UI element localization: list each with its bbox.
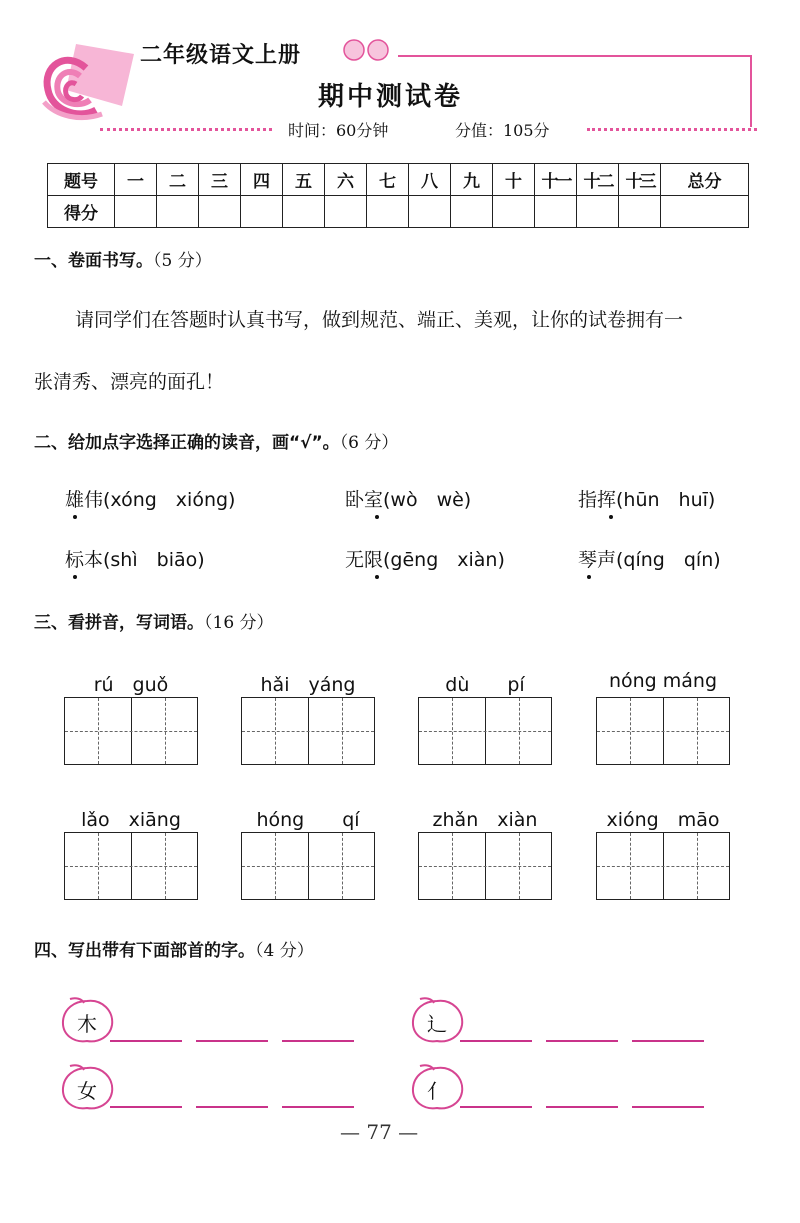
section-1-text-line1: 请同学们在答题时认真书写，做到规范、端正、美观，让你的试卷拥有一 [75,309,684,331]
section-2-points: （6 分） [339,433,399,453]
writing-grid[interactable] [64,832,198,900]
section-3-title [34,608,274,633]
score-table-cell: 八 [409,164,451,196]
score-input-cell[interactable] [325,196,367,228]
reading-item[interactable]: 无限(gēng xiàn) [345,549,505,571]
section-2-heading: 二、给加点字选择正确的读音，画“√”。 [34,433,340,453]
answer-blank[interactable] [632,1040,704,1042]
score-table-cell: 六 [325,164,367,196]
pinyin-label: hóng qí [256,809,360,831]
reading-item[interactable]: 琴声(qíng qín) [578,549,721,571]
score-table [47,163,749,228]
score-table-cell: 得分 [48,196,115,228]
exam-time: 时间：60分钟 [288,121,389,140]
section-1-heading: 一、卷面书写。 [34,251,153,271]
score-input-cell[interactable] [409,196,451,228]
radical-char: 女 [77,1079,97,1103]
answer-blank[interactable] [632,1106,704,1108]
pinyin-label: xióng māo [606,809,720,831]
score-input-cell[interactable] [493,196,535,228]
score-table-cell: 十二 [577,164,619,196]
score-input-cell[interactable] [577,196,619,228]
score-table-cell: 十一 [535,164,577,196]
answer-blank[interactable] [196,1106,268,1108]
radical-char: 辶 [427,1012,447,1036]
page-number: — 77 — [340,1120,419,1144]
score-table-cell: 四 [241,164,283,196]
score-table-cell: 九 [451,164,493,196]
score-input-cell[interactable] [535,196,577,228]
score-table-cell: 三 [199,164,241,196]
score-table-score-row [48,196,749,228]
score-table-cell: 二 [157,164,199,196]
header-frame-line [398,55,750,57]
emphasis-dot [609,515,613,519]
pinyin-label: dù pí [445,674,525,696]
answer-blank[interactable] [460,1106,532,1108]
answer-blank[interactable] [110,1040,182,1042]
emphasis-dot [587,575,591,579]
pinyin-label: hǎi yáng [260,674,356,696]
score-input-cell[interactable] [115,196,157,228]
answer-blank[interactable] [546,1106,618,1108]
emphasis-dot [73,515,77,519]
score-table-cell: 总分 [661,164,749,196]
section-1-text-line2: 张清秀、漂亮的面孔！ [34,371,225,393]
answer-blank[interactable] [282,1106,354,1108]
exam-score: 分值：105分 [455,121,550,140]
pinyin-label: rú guǒ [93,674,169,696]
score-table-cell: 七 [367,164,409,196]
score-input-cell[interactable] [367,196,409,228]
writing-grid[interactable] [241,832,375,900]
section-1-title [34,246,212,271]
section-1-points: （5 分） [153,251,212,271]
reading-item[interactable]: 雄伟(xóng xióng) [65,489,236,511]
section-3-points: （16 分） [204,613,274,633]
section-3-heading: 三、看拼音，写词语。 [34,613,204,633]
writing-grid[interactable] [596,832,730,900]
emphasis-dot [375,515,379,519]
reading-item[interactable]: 指挥(hūn huī) [578,489,716,511]
score-input-cell[interactable] [661,196,749,228]
series-title: 二年级语文上册 [140,43,302,68]
exam-info-row [100,114,760,142]
swirl-logo-icon [36,40,136,124]
score-table-cell: 一 [115,164,157,196]
answer-blank[interactable] [546,1040,618,1042]
score-table-header-row [48,164,749,196]
writing-grid[interactable] [418,697,552,765]
pinyin-label: lǎo xiāng [81,809,181,831]
emphasis-dot [73,575,77,579]
writing-grid[interactable] [596,697,730,765]
dotted-divider [587,128,757,131]
score-input-cell[interactable] [283,196,325,228]
section-4-title [34,936,314,961]
score-input-cell[interactable] [157,196,199,228]
score-table-cell: 十三 [619,164,661,196]
score-input-cell[interactable] [451,196,493,228]
radical-char: 亻 [427,1079,447,1103]
answer-blank[interactable] [282,1040,354,1042]
score-input-cell[interactable] [199,196,241,228]
answer-blank[interactable] [460,1040,532,1042]
section-4-points: （4 分） [255,941,314,961]
section-4-heading: 四、写出带有下面部首的字。 [34,941,255,961]
reading-item[interactable]: 卧室(wò wè) [345,489,472,511]
reading-item[interactable]: 标本(shì biāo) [65,549,205,571]
radical-char: 木 [77,1012,97,1036]
score-table-cell: 十 [493,164,535,196]
dotted-divider [100,128,272,131]
writing-grid[interactable] [241,697,375,765]
pinyin-label: zhǎn xiàn [432,809,538,831]
section-2-title [34,428,398,453]
score-input-cell[interactable] [241,196,283,228]
exam-title: 期中测试卷 [318,82,464,112]
writing-grid[interactable] [418,832,552,900]
answer-blank[interactable] [110,1106,182,1108]
decorative-circles-icon [340,38,400,62]
score-table-cell: 题号 [48,164,115,196]
pinyin-label: nóng máng [608,670,718,692]
score-input-cell[interactable] [619,196,661,228]
score-table-cell: 五 [283,164,325,196]
writing-grid[interactable] [64,697,198,765]
emphasis-dot [375,575,379,579]
answer-blank[interactable] [196,1040,268,1042]
